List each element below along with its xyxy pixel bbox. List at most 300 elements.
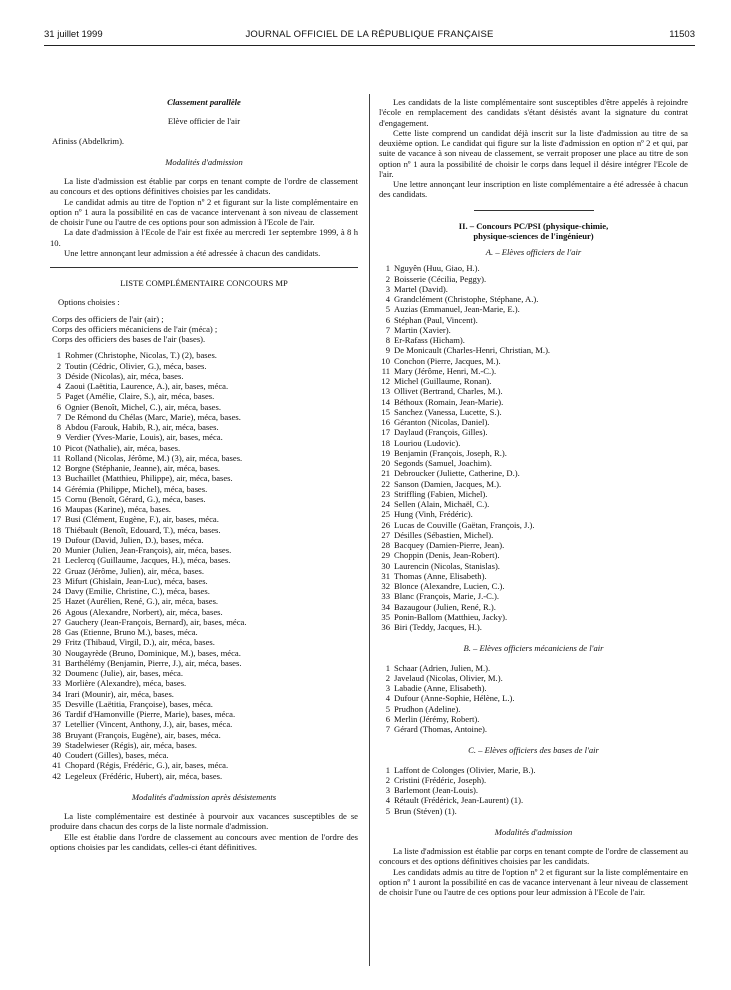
- list-item-text: Mary (Jérôme, Henri, M.-C.).: [394, 365, 497, 376]
- rank-number: 2: [385, 774, 390, 785]
- rank-number: 8: [56, 422, 61, 432]
- rank-number: 27: [52, 616, 61, 627]
- list-item-text: Merlin (Jérémy, Robert).: [394, 713, 480, 724]
- list-item-text: Michel (Guillaume, Ronan).: [394, 376, 492, 386]
- contest-title-line-1: II. – Concours PC/PSI (physique-chimie,: [458, 220, 609, 231]
- paragraph: La date d'admission à l'Ecole de l'air est fixée au mercredi 1er septembre 1999, à 8 h 10.: [50, 227, 358, 248]
- list-item-text: Labadie (Anne, Elisabeth).: [394, 683, 487, 693]
- rank-number: 6: [385, 713, 390, 724]
- list-item-text: Thiébault (Benoît, Edouard, T.), méca, bases.: [65, 524, 221, 535]
- section-heading-c: C. – Elèves officiers des bases de l'air: [468, 745, 599, 756]
- list-item-text: Gérard (Thomas, Antoine).: [394, 724, 488, 734]
- rank-number: 3: [385, 283, 390, 294]
- rank-number: 12: [381, 376, 390, 386]
- rank-number: 2: [385, 672, 390, 683]
- rank-number: 7: [385, 724, 390, 734]
- list-item-text: Ognier (Benoît, Michel, C.), air, méca, bases.: [65, 401, 221, 412]
- list-item-text: Rolland (Nicolas, Jérôme, M.) (3), air, méca, bases.: [65, 452, 243, 463]
- journal-title: JOURNAL OFFICIEL DE LA RÉPUBLIQUE FRANÇAISE: [245, 29, 494, 40]
- rank-number: 30: [381, 560, 390, 571]
- list-item-text: Laffont de Colonges (Olivier, Marie, B.).: [394, 764, 536, 775]
- rank-number: 5: [56, 391, 61, 402]
- ranked-list-c: [379, 765, 688, 816]
- options-label: Options choisies :: [58, 297, 120, 308]
- list-item: [50, 350, 358, 360]
- list-item: [379, 417, 688, 427]
- rank-number: 3: [56, 370, 61, 381]
- list-item: [379, 335, 688, 345]
- rank-number: 6: [385, 314, 390, 325]
- list-item-text: Dufour (David, Julien, D.), bases, méca.: [65, 534, 204, 545]
- list-item: [379, 612, 688, 622]
- list-item: [50, 627, 358, 637]
- list-item-text: Daylaud (François, Gilles).: [394, 427, 488, 438]
- rank-number: 20: [381, 458, 390, 468]
- rank-number: 23: [381, 488, 390, 499]
- list-item-text: Louriou (Ludovic).: [394, 437, 461, 448]
- column-divider: [369, 94, 370, 966]
- list-item: [379, 448, 688, 458]
- list-item: [379, 683, 688, 693]
- candidate-name: Afiniss (Abdelkrim).: [52, 135, 125, 146]
- rank-number: 24: [381, 499, 390, 509]
- list-item: [379, 540, 688, 550]
- rank-number: 31: [52, 657, 61, 668]
- list-item: [379, 724, 688, 734]
- list-item: [50, 771, 358, 781]
- list-item: [50, 617, 358, 627]
- rank-number: 14: [381, 396, 390, 407]
- list-item-text: Mifurt (Ghislain, Jean-Luc), méca, bases.: [65, 575, 208, 586]
- rank-number: 4: [385, 795, 390, 806]
- rank-number: 1: [385, 662, 390, 673]
- paragraph: Les candidats de la liste complémentaire sont susceptibles d'être appelés à rejoindre l'école en remplacement des candidats s'étant désistés avant la signature du contrat d'engagement.: [379, 97, 688, 128]
- rank-number: 22: [381, 478, 390, 489]
- rank-number: 6: [56, 401, 61, 412]
- rank-number: 26: [381, 519, 390, 530]
- paragraph: Une lettre annonçant leur inscription en liste complémentaire a été adressée à chacun des candidats.: [379, 179, 688, 200]
- rank-number: 10: [52, 442, 61, 453]
- list-item-text: Abdou (Farouk, Habib, R.), air, méca, bases.: [65, 422, 219, 432]
- rank-number: 17: [381, 427, 390, 438]
- list-item-text: Désilles (Sébastien, Michel).: [394, 529, 494, 540]
- list-item: [50, 699, 358, 709]
- rank-number: 20: [52, 545, 61, 555]
- paragraph: La liste d'admission est établie par corps en tenant compte de l'ordre de classement au concours et des options définitives choisies par les candidats.: [50, 176, 358, 197]
- rank-number: 24: [52, 586, 61, 596]
- list-item-text: Gauchery (Jean-François, Bernard), air, bases, méca.: [65, 616, 247, 627]
- list-item: [379, 520, 688, 530]
- list-item-text: Barlemont (Jean-Louis).: [394, 785, 479, 795]
- list-item-text: Rohmer (Christophe, Nicolas, T.) (2), bases.: [65, 350, 217, 361]
- rank-number: 27: [381, 529, 390, 540]
- list-item-text: Dufour (Anne-Sophie, Hélène, L.).: [394, 693, 515, 704]
- list-item-text: De Rémond du Chélas (Marc, Marie), méca, bases.: [65, 411, 241, 422]
- rank-number: 22: [52, 565, 61, 576]
- list-item-text: Fritz (Thibaud, Virgil, D.), air, méca, bases.: [65, 637, 215, 648]
- list-item: [50, 719, 358, 729]
- list-item: [50, 596, 358, 606]
- list-item: [379, 622, 688, 632]
- list-item: [379, 704, 688, 714]
- paragraph: Elle est établie dans l'ordre de classement au concours avec mention de l'ordre des options choisies par les candidats, celles-ci étant définitives.: [50, 831, 358, 852]
- rank-number: 25: [381, 509, 390, 520]
- rank-number: 3: [385, 785, 390, 795]
- ranked-list-b: [379, 663, 688, 735]
- list-item-text: Auzias (Emmanuel, Jean-Marie, E.).: [394, 304, 520, 315]
- list-item: [379, 274, 688, 284]
- list-item-text: Stadelwieser (Régis), air, méca, bases.: [65, 739, 197, 750]
- rank-number: 7: [56, 411, 61, 422]
- page-number: 11503: [669, 29, 695, 40]
- rank-number: 19: [381, 447, 390, 458]
- list-item-text: Bazaugour (Julien, René, R.).: [394, 601, 496, 612]
- rank-number: 8: [385, 335, 390, 345]
- list-item-text: Chopard (Régis, Frédéric, G.), air, bases, méca.: [65, 760, 229, 771]
- list-item: [379, 315, 688, 325]
- rank-number: 28: [381, 540, 390, 550]
- list-item: [379, 795, 688, 805]
- list-item: [379, 693, 688, 703]
- list-item: [379, 499, 688, 509]
- option-line: Corps des officiers des bases de l'air (bases).: [52, 334, 206, 344]
- ranked-list: [50, 350, 358, 781]
- rank-number: 21: [381, 468, 390, 479]
- list-item-text: Er-Rafass (Hicham).: [394, 335, 465, 345]
- list-item: [50, 566, 358, 576]
- list-item: [50, 678, 358, 688]
- list-item-text: Zaoui (Laëtitia, Laurence, A.), air, bases, méca.: [65, 381, 229, 391]
- list-item-text: Irari (Mounir), air, méca, bases.: [65, 688, 174, 699]
- rank-number: 18: [52, 524, 61, 535]
- rank-number: 1: [56, 350, 61, 361]
- list-item: [379, 366, 688, 376]
- list-item-text: Blanc (François, Marie, J.-C.).: [394, 591, 500, 602]
- rank-number: 35: [52, 698, 61, 709]
- list-item-text: Buchaillet (Matthieu, Philippe), air, méca, bases.: [65, 473, 233, 484]
- section-subtitle: Elève officier de l'air: [167, 116, 241, 127]
- rank-number: 34: [52, 688, 61, 699]
- list-item: [50, 432, 358, 442]
- list-item: [50, 709, 358, 719]
- list-item: [379, 356, 688, 366]
- list-title: LISTE COMPLÉMENTAIRE CONCOURS MP: [120, 278, 288, 288]
- rank-number: 26: [52, 606, 61, 617]
- list-item: [379, 427, 688, 437]
- rank-number: 1: [385, 764, 390, 775]
- list-item-text: Doumenc (Julie), air, bases, méca.: [65, 668, 184, 678]
- list-item-text: Paget (Amélie, Claire, S.), air, méca, bases.: [65, 391, 215, 402]
- rank-number: 15: [381, 406, 390, 417]
- list-item-text: Nguyên (Huu, Giao, H.).: [394, 263, 480, 274]
- rank-number: 40: [52, 750, 61, 760]
- paragraph-group: [379, 846, 688, 897]
- list-item: [379, 714, 688, 724]
- rank-number: 9: [385, 345, 390, 356]
- rank-number: 25: [52, 596, 61, 607]
- rank-number: 4: [56, 381, 61, 391]
- list-item: [50, 545, 358, 555]
- list-item-text: Munier (Julien, Jean-François), air, méca, bases.: [65, 545, 232, 555]
- list-item-text: Bruyant (François, Eugène), air, bases, méca.: [65, 729, 221, 740]
- list-item-text: Conchon (Pierre, Jacques, M.).: [394, 355, 501, 366]
- list-item: [379, 294, 688, 304]
- list-item-text: Morlière (Alexandre), méca, bases.: [65, 678, 187, 689]
- list-item-text: Schaar (Adrien, Julien, M.).: [394, 662, 491, 673]
- rank-number: 23: [52, 575, 61, 586]
- list-item-text: Blonce (Alexandre, Lucien, C.).: [394, 581, 505, 591]
- list-item: [50, 730, 358, 740]
- rank-number: 2: [56, 360, 61, 371]
- list-item-text: Brun (Stéven) (1).: [394, 805, 457, 816]
- section-title: Classement parallèle: [167, 97, 241, 107]
- rank-number: 2: [385, 273, 390, 284]
- rank-number: 16: [52, 504, 61, 514]
- rank-number: 32: [52, 668, 61, 678]
- list-item: [50, 668, 358, 678]
- list-item: [50, 648, 358, 658]
- rank-number: 29: [52, 637, 61, 648]
- list-item-text: Thomas (Anne, Elisabeth).: [394, 570, 487, 581]
- rank-number: 21: [52, 555, 61, 566]
- paragraph: Cette liste comprend un candidat déjà inscrit sur la liste d'admission au titre de sa deuxième option. Le candidat qui figure sur la liste d'admission en option nº 2 et qui, par suite de vacance à son niveau de classement, se verrait proposer une place au titre de son option nº 1 aura la possibilité de choisir le corps dans lequel il désire intégrer l'Ecole de l'air.: [379, 127, 688, 179]
- list-item-text: Javelaud (Nicolas, Olivier, M.).: [394, 672, 503, 683]
- rank-number: 12: [52, 463, 61, 473]
- list-item-text: Gruaz (Jérôme, Julien), air, méca, bases.: [65, 565, 205, 576]
- section-title: Modalités d'admission: [165, 156, 243, 167]
- list-item: [379, 530, 688, 540]
- list-item: [50, 484, 358, 494]
- section-title: Modalités d'admission: [494, 826, 573, 837]
- list-item-text: Nougayrède (Bruno, Dominique, M.), bases, méca.: [65, 647, 241, 658]
- list-item: [50, 504, 358, 514]
- list-item: [379, 602, 688, 612]
- list-item-text: Rétault (Frédérick, Jean-Laurent) (1).: [394, 795, 524, 806]
- rank-number: 7: [385, 324, 390, 335]
- left-column: [50, 97, 358, 852]
- list-item-text: Gas (Etienne, Bruno M.), bases, méca.: [65, 627, 198, 637]
- option-line: Corps des officiers mécaniciens de l'air (méca) ;: [52, 323, 218, 334]
- list-item: [50, 586, 358, 596]
- list-item: [379, 284, 688, 294]
- rank-number: 19: [52, 534, 61, 545]
- rank-number: 4: [385, 693, 390, 704]
- list-item-text: Verdier (Yves-Marie, Louis), air, bases, méca.: [65, 432, 223, 443]
- list-item-text: Hung (Vinh, Frédéric).: [394, 509, 473, 520]
- rank-number: 38: [52, 729, 61, 740]
- list-item: [50, 760, 358, 770]
- list-item: [379, 550, 688, 560]
- rank-number: 5: [385, 805, 390, 816]
- page-header: [44, 29, 695, 43]
- list-item: [379, 571, 688, 581]
- list-item-text: Borgne (Stéphanie, Jeanne), air, méca, bases.: [65, 463, 221, 473]
- list-item-text: Sellen (Alain, Michaël, C.).: [394, 499, 490, 509]
- list-item-text: Legeleux (Frédéric, Hubert), air, méca, bases.: [65, 770, 223, 781]
- list-item: [379, 581, 688, 591]
- list-item: [379, 663, 688, 673]
- list-item: [379, 785, 688, 795]
- list-item-text: Toutin (Cédric, Olivier, G.), méca, bases.: [65, 360, 207, 371]
- list-item: [50, 453, 358, 463]
- paragraph: La liste complémentaire est destinée à pourvoir aux vacances susceptibles de se produire dans chacun des corps de la liste normale d'admission.: [50, 811, 358, 832]
- ranked-list-a: [379, 263, 688, 632]
- list-item-text: Béthoux (Romain, Jean-Marie).: [394, 396, 504, 407]
- list-item-text: Grandclément (Christophe, Stéphane, A.).: [394, 294, 539, 304]
- list-item: [50, 443, 358, 453]
- list-item-text: Bacquey (Damien-Pierre, Jean).: [394, 540, 505, 550]
- list-item-text: Martel (David).: [394, 283, 448, 294]
- list-item-text: Choppin (Denis, Jean-Robert).: [394, 550, 500, 561]
- rank-number: 1: [385, 263, 390, 274]
- separator: [50, 267, 358, 268]
- list-item: [50, 463, 358, 473]
- list-item: [50, 689, 358, 699]
- list-item-text: Géranton (Nicolas, Daniel).: [394, 417, 490, 427]
- contest-title-line-2: physique-sciences de l'ingénieur): [473, 230, 594, 241]
- list-item: [379, 509, 688, 519]
- list-item-text: Leclercq (Guillaume, Jacques, H.), méca, bases.: [65, 555, 231, 566]
- rank-number: 35: [381, 611, 390, 622]
- list-item: [50, 740, 358, 750]
- list-item-text: Cornu (Benoît, Gérard, G.), méca, bases.: [65, 493, 206, 504]
- list-item-text: Tardif d'Hamonville (Pierre, Marie), bases, méca.: [65, 709, 236, 719]
- list-item-text: Lucas de Couville (Gaëtan, François, J.).: [394, 519, 535, 530]
- list-item: [379, 345, 688, 355]
- list-item-text: Biri (Teddy, Jacques, H.).: [394, 622, 482, 632]
- rank-number: 15: [52, 493, 61, 504]
- list-item: [50, 361, 358, 371]
- list-item-text: Laurencin (Nicolas, Stanislas).: [394, 560, 500, 571]
- list-item-text: Sanchez (Vanessa, Lucette, S.).: [394, 406, 502, 417]
- list-item: [379, 806, 688, 816]
- rank-number: 18: [381, 437, 390, 448]
- list-item-text: Ponin-Ballom (Matthieu, Jacky).: [394, 611, 508, 622]
- list-item: [50, 402, 358, 412]
- rank-number: 3: [385, 683, 390, 693]
- list-item: [379, 468, 688, 478]
- list-item-text: Debroucker (Juliette, Catherine, D.).: [394, 468, 520, 479]
- rank-number: 36: [381, 622, 390, 632]
- list-item: [379, 263, 688, 273]
- paragraph-group: [50, 811, 358, 852]
- rank-number: 29: [381, 550, 390, 561]
- list-item-text: Busi (Clément, Eugène, F.), air, bases, méca.: [65, 514, 219, 525]
- rank-number: 13: [52, 473, 61, 484]
- rank-number: 5: [385, 304, 390, 315]
- options-list: [50, 314, 358, 345]
- list-item: [379, 765, 688, 775]
- list-item-text: Benjamin (François, Joseph, R.).: [394, 447, 507, 458]
- paragraph: Une lettre annonçant leur admission a été adressée à chacun des candidats.: [64, 247, 321, 258]
- list-item-text: Ollivet (Bertrand, Charles, M.).: [394, 386, 503, 397]
- list-item-text: Striffling (Fabien, Michel).: [394, 488, 488, 499]
- paragraph-group: [50, 176, 358, 258]
- list-item-text: Prudhon (Adeline).: [394, 703, 461, 714]
- list-item: [50, 473, 358, 483]
- list-item: [50, 555, 358, 565]
- list-item-text: Cristini (Frédéric, Joseph).: [394, 774, 487, 785]
- list-item: [50, 514, 358, 524]
- list-item: [379, 591, 688, 601]
- section-heading-b: B. – Elèves officiers mécaniciens de l'air: [463, 643, 604, 654]
- list-item-text: Martin (Xavier).: [394, 324, 451, 335]
- section-heading-a: A. – Elèves officiers de l'air: [485, 247, 582, 257]
- rank-number: 16: [381, 417, 390, 427]
- list-item: [379, 673, 688, 683]
- list-item: [379, 397, 688, 407]
- rank-number: 31: [381, 570, 390, 581]
- rank-number: 33: [52, 678, 61, 689]
- list-item-text: Coudert (Gilles), bases, méca.: [65, 750, 169, 760]
- rank-number: 39: [52, 739, 61, 750]
- rank-number: 9: [56, 432, 61, 443]
- list-item: [379, 386, 688, 396]
- rank-number: 32: [381, 581, 390, 591]
- rank-number: 14: [52, 483, 61, 494]
- paragraph: Le candidat admis au titre de l'option nº 2 et figurant sur la liste complémentaire en option nº 1 aura la possibilité en cas de vacance intervenant à son niveau de classement de choisir l'une ou l'autre de ces options pour son admission à l'Ecole de l'air.: [50, 196, 358, 227]
- list-item-text: Barthélémy (Benjamin, Pierre, J.), air, méca, bases.: [65, 657, 242, 668]
- list-item-text: Stéphan (Paul, Vincent).: [394, 314, 478, 325]
- rank-number: 41: [52, 760, 61, 771]
- rank-number: 4: [385, 294, 390, 304]
- list-item: [50, 576, 358, 586]
- list-item: [50, 422, 358, 432]
- list-item: [379, 304, 688, 314]
- list-item: [50, 750, 358, 760]
- list-item-text: Agous (Alexandre, Norbert), air, méca, bases.: [65, 606, 223, 617]
- list-item: [50, 494, 358, 504]
- list-item-text: Sanson (Damien, Jacques, M.).: [394, 478, 502, 489]
- list-item-text: Déside (Nicolas), air, méca, bases.: [65, 370, 184, 381]
- rank-number: 11: [381, 365, 390, 376]
- list-item: [379, 479, 688, 489]
- rank-number: 36: [52, 709, 61, 719]
- rank-number: 5: [385, 703, 390, 714]
- list-item-text: Picot (Nathalie), air, méca, bases.: [65, 442, 181, 453]
- section-title: Modalités d'admission après désistements: [131, 791, 277, 802]
- option-line: Corps des officiers de l'air (air) ;: [52, 313, 164, 324]
- list-item: [50, 535, 358, 545]
- rank-number: 30: [52, 647, 61, 658]
- list-item: [379, 407, 688, 417]
- list-item: [50, 525, 358, 535]
- right-column: [379, 97, 688, 897]
- rank-number: 10: [381, 355, 390, 366]
- separator: [474, 210, 594, 211]
- list-item-text: Letellier (Vincent, Anthony, J.), air, bases, méca.: [65, 719, 233, 730]
- list-item: [50, 381, 358, 391]
- list-item: [50, 658, 358, 668]
- rank-number: 11: [52, 452, 61, 463]
- list-item-text: Boisserie (Cécilia, Peggy).: [394, 273, 487, 284]
- rank-number: 34: [381, 601, 390, 612]
- rank-number: 42: [52, 770, 61, 781]
- list-item-text: Desville (Laëtitia, Françoise), bases, méca.: [65, 698, 213, 709]
- rank-number: 13: [381, 386, 390, 397]
- list-item: [379, 458, 688, 468]
- list-item-text: Hazet (Aurélien, René, G.), air, méca, bases.: [65, 596, 219, 607]
- list-item: [379, 376, 688, 386]
- list-item: [379, 438, 688, 448]
- list-item: [379, 489, 688, 499]
- rank-number: 33: [381, 591, 390, 602]
- list-item-text: Segonds (Samuel, Joachim).: [394, 458, 492, 468]
- list-item-text: Gérémia (Philippe, Michel), méca, bases.: [65, 483, 208, 494]
- list-item: [50, 391, 358, 401]
- paragraph: Les candidats admis au titre de l'option nº 2 et figurant sur la liste complémentaire en option nº 1 auront la possibilité en cas de vacance intervenant à leur niveau de classement de choisir l'une ou l'autre de ces options pour leur admission à l'Ecole de l'air.: [379, 866, 688, 897]
- list-item-text: Davy (Emilie, Christine, C.), méca, bases.: [65, 586, 210, 596]
